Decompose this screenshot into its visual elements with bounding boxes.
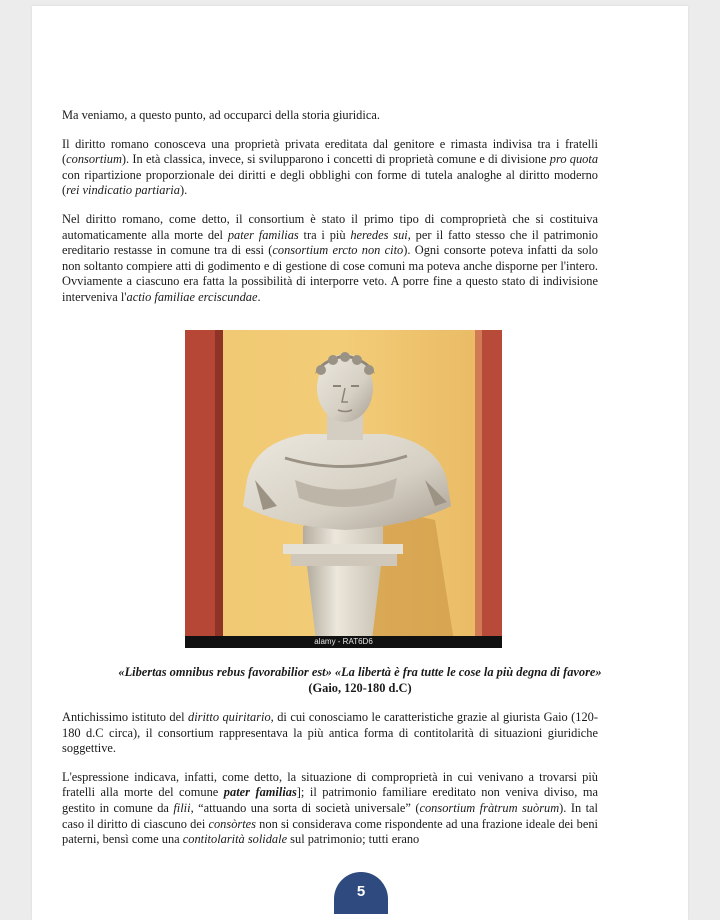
quote-text: «Libertas omnibus rebus favorabilior est» «La libertà è fra tutte le cose la più degna di favore»: [118, 665, 602, 679]
marble-bust-illustration: [185, 330, 502, 648]
document-body: [62, 108, 598, 306]
document-body-lower: [62, 710, 598, 848]
paragraph-consortium-roman-law: Nel diritto romano, come detto, il consortium è stato il primo tipo di comproprietà che si costituiva automaticamente alla morte del pater familias tra i più heredes sui, per il fatto stesso che il patrimonio ereditario restasse in comune tra di essi (consortium ercto non cito). Ogni consorte poteva infatti da solo non soltanto compiere atti di godimento e di gestione di cose comuni ma poteva anche disporne per l'intero. Ovviamente a ciascuno era fatta la possibilità di interporre veto. A porre fine a questo stato di indivisione interveniva l'actio familiae erciscundae.: [62, 211, 598, 304]
page-number-badge: 5: [334, 872, 388, 914]
quote-caption: [62, 664, 658, 696]
paragraph-co-ownership: L'espressione indicava, infatti, come detto, la situazione di comproprietà in cui venivano a trovarsi più fratelli alla morte del comune pater familias]; il patrimonio familiare ereditato non veniva diviso, ma gestito in comune da filii, “attuando una sorta di società universale” (consortium fràtrum suòrum). In tal caso il diritto di ciascuno dei consòrtes non si considerava come rispondente ad una frazione ideale dei beni paterni, bensì come una contitolarità solidale sul patrimonio; tutti erano: [62, 769, 599, 847]
paragraph-consortium-definition: Il diritto romano conosceva una proprietà privata ereditata dal genitore e rimasta indivisa tra i fratelli (consortium). In età classica, invece, si svilupparono i concetti di proprietà comune e di divisione pro quota con ripartizione proporzionale dei diritti e degli obblighi con forme di tutela analoghe al diritto moderno (rei vindicatio partiaria).: [62, 136, 599, 198]
paragraph-ancient-institution: Antichissimo istituto del diritto quiritario, di cui conosciamo le caratteristiche grazie al giurista Gaio (120-180 d.C circa), il consortium rappresentava la più antica forma di contitolarità di situazioni giuridiche soggettive.: [62, 710, 598, 756]
quote-attribution: (Gaio, 120-180 d.C): [308, 681, 412, 695]
paragraph-intro: Ma veniamo, a questo punto, ad occuparci della storia giuridica.: [62, 108, 380, 122]
photo-watermark: alamy - RAT6D6: [185, 636, 502, 648]
bust-photo: [185, 330, 502, 648]
